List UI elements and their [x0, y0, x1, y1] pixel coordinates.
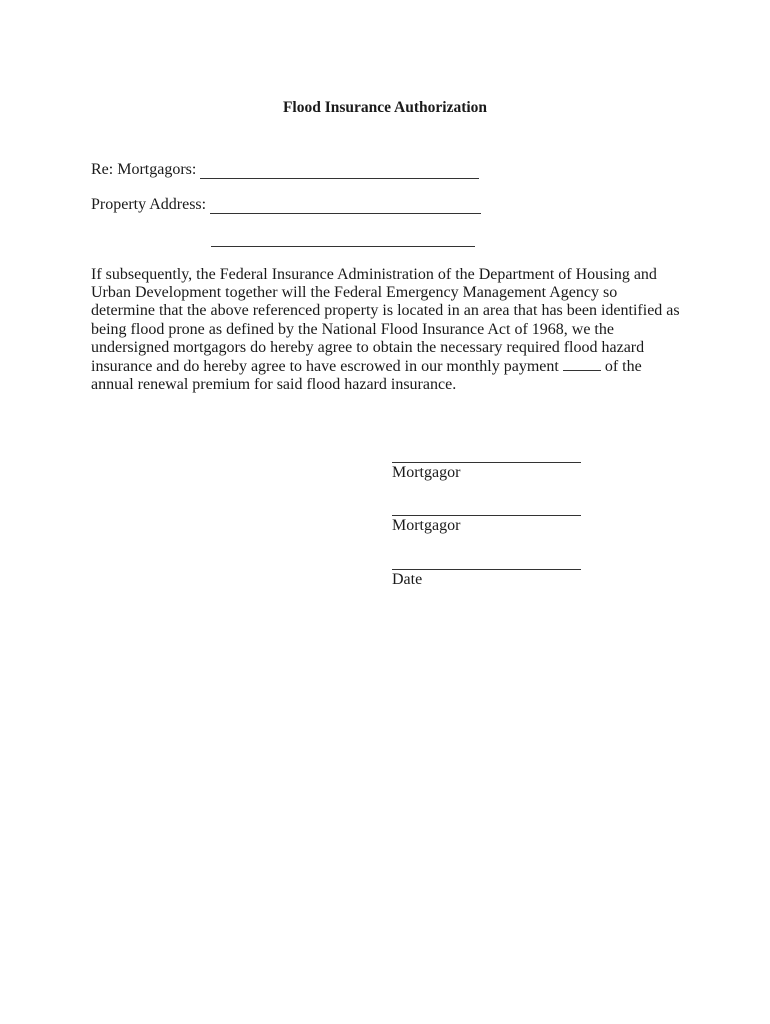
- property-address-second-line[interactable]: [211, 246, 475, 247]
- mortgagor-1-label: Mortgagor: [392, 464, 461, 481]
- paragraph-text-part2: of the annual renewal premium for said flood hazard insurance.: [91, 358, 642, 394]
- mortgagor-2-label: Mortgagor: [392, 517, 461, 534]
- property-address-input-line[interactable]: [210, 197, 481, 214]
- mortgagor-1-signature-line[interactable]: [392, 462, 581, 463]
- mortgagors-field-row: [91, 161, 479, 179]
- property-address-label: Property Address:: [91, 196, 207, 213]
- authorization-paragraph: [91, 266, 681, 394]
- mortgagor-signature-1: [392, 462, 581, 482]
- date-label: Date: [392, 571, 423, 588]
- document-title: Flood Insurance Authorization: [282, 99, 488, 116]
- premium-fraction-blank[interactable]: [563, 357, 601, 371]
- mortgagor-signature-2: [392, 515, 581, 535]
- date-line[interactable]: [392, 569, 581, 570]
- date-signature: [392, 569, 581, 589]
- paragraph-text-part1: If subsequently, the Federal Insurance Administration of the Department of Housing and Urban Development together will the Federal Emergency Management Agency so determine that the above referenced property is located in an area that has been identified as being flood prone as defined by the National Flood Insurance Act of 1968, we the undersigned mortgagors do hereby agree to obtain the necessary required flood hazard insurance and do hereby agree to have escrowed in our monthly payment: [91, 266, 680, 376]
- mortgagor-2-signature-line[interactable]: [392, 515, 581, 516]
- property-address-field-row: [91, 196, 481, 214]
- mortgagors-input-line[interactable]: [200, 162, 479, 179]
- mortgagors-label: Re: Mortgagors:: [91, 161, 197, 178]
